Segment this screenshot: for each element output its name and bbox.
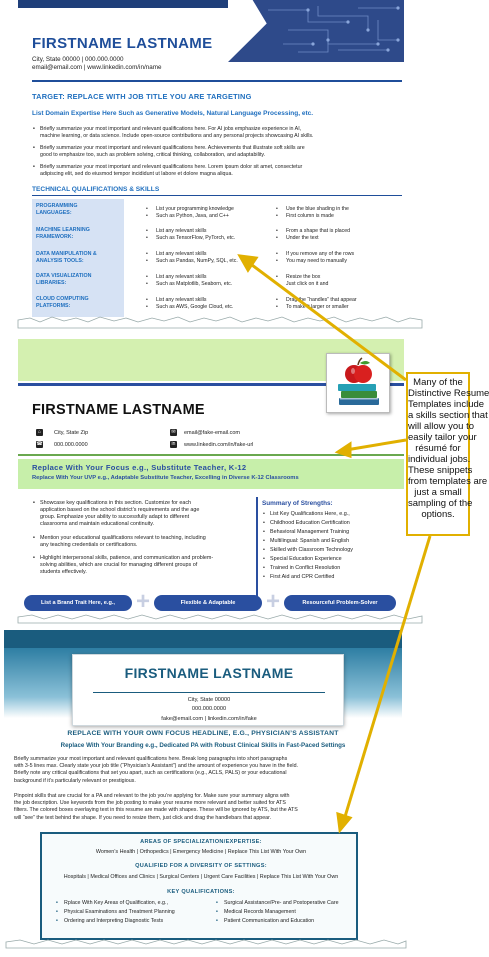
plus-icon: +	[135, 588, 150, 615]
location-icon: ⌂	[37, 429, 42, 435]
skill-cell: • List your programming knowledge • Such as Python, Java, and C++	[146, 206, 234, 219]
tech-heading: TECHNICAL QUALIFICATIONS & SKILLS	[32, 186, 160, 193]
skill-cell: • List any relevant skills • Such as Pandas, NumPy, SQL, etc.	[146, 251, 238, 264]
uvp-line: Replace With Your UVP e.g., Adaptable Substitute Teacher, Excelling in Diverse K-12 Classrooms	[32, 475, 299, 481]
contact-phone: 000.000.0000	[54, 442, 88, 448]
callout-line: a skills section that	[408, 410, 488, 421]
key-qualifications-title: KEY QUALIFICATIONS:	[167, 889, 235, 895]
callout-note	[406, 372, 489, 536]
plus-icon: +	[265, 588, 280, 615]
contact-email: email@fake-email.com	[184, 430, 241, 436]
strength-item: • List Key Qualifications Here, e.g.,	[263, 511, 350, 517]
callout-line: individual jobs.	[408, 454, 471, 465]
key-qualification: • Surgical Assistance/Pre- and Postoperative Care	[216, 900, 339, 906]
skill-cell: • Drag the “handles” that appear • To make it larger or smaller	[276, 297, 357, 310]
brand-trait-pill: Resourceful Problem-Solver	[284, 595, 396, 611]
key-qualification: • Patient Communication and Education	[216, 918, 315, 924]
domain-expertise: List Domain Expertise Here Such as Generative Models, Natural Language Processing, etc.	[32, 110, 314, 117]
callout-line: will allow you to	[408, 421, 474, 432]
contact-city: City, State Zip	[54, 430, 89, 436]
key-qualification: • Medical Records Management	[216, 909, 296, 915]
strength-item: • Behavioral Management Training	[263, 529, 350, 535]
summary-bullet: • Briefly summarize your most important and relevant qualifications here. Achievements that illustrate soft skills are good to emphasize too, such as problem solving, critical thinking, collaboration, and adaptability.	[33, 145, 305, 159]
areas-title: AREAS OF SPECIALIZATION/EXPERTISE:	[140, 839, 262, 845]
summary-bullet: • Showcase key qualifications in this section. Customize for each application based on the school district’s requirements and the age group. Emphasize your ability to successfully adapt to different classrooms and maintain educational continuity.	[33, 500, 200, 528]
key-qualification: • Physical Examinations and Treatment Planning	[56, 909, 175, 915]
callout-line: Distinctive Resume	[408, 388, 489, 399]
resume-name: FIRSTNAME LASTNAME	[124, 665, 294, 681]
summary-bullet: • Mention your educational qualifications relevant to teaching, including any teaching credentials or certifications.	[33, 535, 206, 549]
callout-line: options.	[421, 509, 455, 520]
resume-name: FIRSTNAME LASTNAME	[32, 402, 205, 418]
target-headline: TARGET: REPLACE WITH JOB TITLE YOU ARE TARGETING	[32, 92, 252, 101]
contact-line: email@email.com | www.linkedin.com/in/name	[32, 64, 162, 71]
contact-line: fake@email.com | linkedin.com/in/fake	[161, 716, 257, 722]
callout-line: sampling of the	[408, 498, 473, 509]
skill-cell: • If you remove any of the rows • You may need to manually	[276, 251, 355, 264]
skill-category: DATA MANIPULATION & ANALYSIS TOOLS:	[36, 251, 97, 264]
contact-line: City, State 00000 | 000.000.0000	[32, 56, 124, 63]
callout-line: easily tailor your	[408, 432, 477, 443]
strength-item: • Multilingual: Spanish and English	[263, 538, 350, 544]
skill-category: MACHINE LEARNING FRAMEWORK:	[36, 227, 90, 240]
resume-name: FIRSTNAME LASTNAME	[32, 35, 213, 52]
strength-item: • Trained in Conflict Resolution	[263, 565, 341, 571]
summary-bullet: • Highlight interpersonal skills, patience, and communication and problem- solving abilities, which are crucial for managing different groups of students effectively.	[33, 555, 214, 576]
skill-cell: • List any relevant skills • Such as AWS, Google Cloud, etc.	[146, 297, 234, 310]
skill-category: DATA VISUALIZATION LIBRARIES:	[36, 273, 92, 286]
skill-cell: • Use the blue shading in the • First column is made	[276, 206, 349, 219]
skill-cell: • List any relevant skills • Such as Matplotlib, Seaborn, etc.	[146, 274, 233, 287]
phone-icon: ☎	[36, 441, 43, 447]
email-icon: ✉	[171, 429, 176, 435]
skill-cell: • Resize the box Just click on it and	[276, 274, 329, 287]
key-qualification: • Rplace With Key Areas of Qualification, e.g.,	[56, 900, 168, 906]
brand-trait-pill: Flexible & Adaptable	[154, 595, 262, 611]
callout-line: from templates are	[408, 476, 488, 487]
summary-paragraph: Pinpoint skills that are crucial for a PA and relevant to the job you’re applying for. Make sure your summary aligns with the job description. Use keywords from the job posting to make your resume more relevant and better suited for ATS filters. The colored boxes overlaying text in this resume are made with shapes. These will be ignored by ATS, but the ATS will “see” the text behind the shape. If you need to resize them, just click and drag the handlebars that appear.	[14, 793, 298, 821]
focus-headline: REPLACE WITH YOUR OWN FOCUS HEADLINE, E.G., PHYSICIAN’S ASSISTANT	[67, 730, 339, 737]
linkedin-icon: in	[171, 441, 176, 447]
areas-list: Women’s Health | Orthopedics | Emergency Medicine | Replace This List With Your Own	[95, 849, 307, 855]
key-qualification: • Ordering and Interpreting Diagnostic Tests	[56, 918, 164, 924]
focus-headline: Replace With Your Focus e.g., Substitute Teacher, K-12	[32, 463, 247, 472]
callout-line: résumé for	[415, 443, 461, 454]
settings-title: QUALIFIED FOR A DIVERSITY OF SETTINGS:	[135, 863, 267, 869]
summary-bullet: • Briefly summarize your most important and relevant qualifications here. Lorem ipsum dolor sit amet, consectetur adipiscing elit, sed do eiusmod tempor incididunt ut labore et dolore magna aliqua.	[33, 164, 303, 178]
strength-item: • Skilled with Classroom Technology	[263, 547, 353, 553]
callout-line: Many of the	[413, 377, 463, 388]
contact-linkedin: www.linkedin.com/in/fake-url	[184, 442, 254, 448]
skill-category: PROGRAMMING LANGUAGES:	[36, 203, 78, 216]
contact-line: City, State 00000	[187, 697, 231, 703]
strength-item: • Childhood Education Certification	[263, 520, 350, 526]
skill-cell: • List any relevant skills • Such as TensorFlow, PyTorch, etc.	[146, 228, 236, 241]
brand-trait-pill: List a Brand Trait Here, e.g.,	[24, 595, 132, 611]
callout-line: just a small	[414, 487, 462, 498]
contact-line: 000.000.0000	[191, 706, 227, 712]
strengths-title: Summary of Strengths:	[262, 500, 333, 507]
summary-paragraph: Briefly summarize your most important and relevant qualifications here. Break long paragraphs into short paragraphs with 3-5 lines max. Clearly state your job title (“Physician’s Assistant”) and the amount of experience you have in the field. Briefly note any critical qualifications that set you apart, such as certifications (e.g., ACLS, PALS) or your educational background if it’s particularly relevant or prestigious.	[14, 756, 299, 784]
skill-category: CLOUD COMPUTING PLATFORMS:	[36, 296, 89, 309]
skill-cell: • From a shape that is placed • Under the text	[276, 228, 351, 241]
callout-line: Templates include	[408, 399, 485, 410]
summary-bullet: • Briefly summarize your most important and relevant qualifications here. For AI jobs emphasize experience in AI, machine learning, or data science. Include open-source contributions and any personal projects showcasing AI skills.	[33, 126, 314, 140]
strength-item: • First Aid and CPR Certified	[263, 574, 335, 580]
callout-line: These snippets	[408, 465, 473, 476]
strength-item: • Special Education Experience	[263, 556, 342, 562]
branding-line: Replace With Your Branding e.g., Dedicated PA with Robust Clinical Skills in Fast-Paced Settings	[60, 742, 346, 749]
settings-list: Hospitals | Medical Offices and Clinics | Surgical Centers | Urgent Care Facilities | Replace This List With Your Own	[63, 874, 339, 880]
